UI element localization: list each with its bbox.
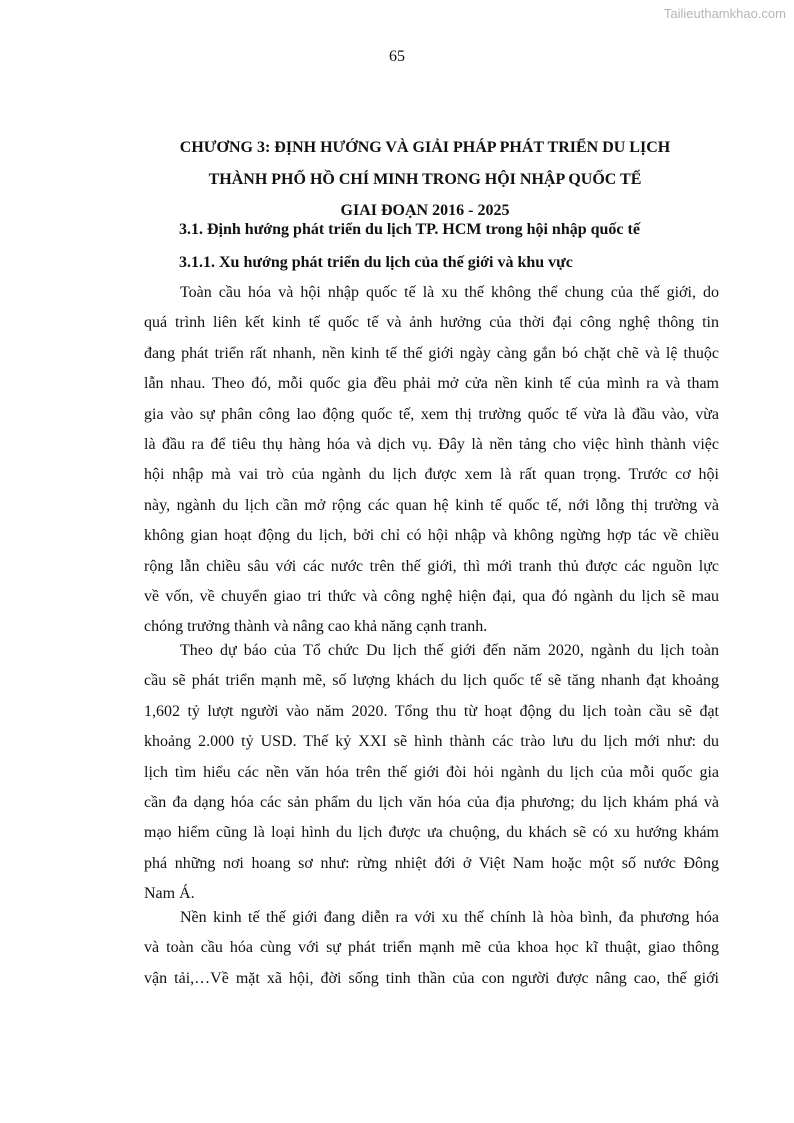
text-line: quá trình liên kết kinh tế quốc tế và ảnh hưởng của thời đại công nghệ thông tin — [144, 314, 719, 332]
text-line: là đầu ra để tiêu thụ hàng hóa và dịch vụ. Đây là nền tảng cho việc hình thành việc — [144, 435, 719, 453]
section-heading: 3.1. Định hướng phát triển du lịch TP. HCM trong hội nhập quốc tế — [179, 221, 640, 238]
text-line: chóng trưởng thành và nâng cao khả năng cạnh tranh. — [144, 618, 488, 636]
paragraph-3 — [144, 903, 719, 994]
watermark: Tailieuthamkhao.com — [663, 6, 786, 21]
page-number: 65 — [389, 48, 405, 65]
text-line: lẫn nhau. Theo đó, mỗi quốc gia đều phải mở cửa nền kinh tế của mình ra và tham — [144, 375, 719, 393]
text-line: không gian hoạt động du lịch, bởi chỉ có hội nhập và không ngừng hợp tác về chiều — [144, 527, 719, 545]
text-line: gia vào sự phân công lao động quốc tế, xem thị trường quốc tế vừa là đầu vào, vừa — [144, 405, 719, 423]
text-line: 1,602 tỷ lượt người vào năm 2020. Tổng thu từ hoạt động du lịch toàn cầu sẽ đạt — [144, 702, 719, 720]
text-line: Theo dự báo của Tổ chức Du lịch thế giới đến năm 2020, ngành du lịch toàn — [180, 642, 719, 659]
text-line: vận tải,…Về mặt xã hội, đời sống tinh thần của con người được nâng cao, thế giới — [144, 969, 719, 987]
text-line: về vốn, về chuyển giao tri thức và công nghệ hiện đại, qua đó ngành du lịch sẽ mau — [144, 587, 719, 605]
text-line: này, ngành du lịch cần mở rộng các quan hệ kinh tế quốc tế, nới lỗng thị trường và — [144, 496, 719, 514]
chapter-title-line: THÀNH PHỐ HỒ CHÍ MINH TRONG HỘI NHẬP QUỐC TẾ — [208, 170, 642, 188]
subsection-heading: 3.1.1. Xu hướng phát triển du lịch của thế giới và khu vực — [179, 254, 573, 271]
text-line: khoảng 2.000 tỷ USD. Thế kỷ XXI sẽ hình thành các trào lưu du lịch mới như: du — [144, 733, 719, 751]
text-line: hội nhập mà vai trò của ngành du lịch được xem là rất quan trọng. Trước cơ hội — [144, 466, 719, 484]
text-line: mạo hiểm cũng là loại hình du lịch được ưa chuộng, du khách sẽ có xu hướng khám — [144, 824, 719, 842]
text-line: đang phát triển rất nhanh, nền kinh tế thế giới ngày càng gắn bó chặt chẽ và lệ thuộc — [144, 344, 719, 362]
text-line: và toàn cầu hóa cùng với sự phát triển mạnh mẽ của khoa học kĩ thuật, giao thông — [144, 939, 719, 957]
text-line: rộng lẫn chiều sâu với các nước trên thế giới, thì mới tranh thủ được các nguồn lực — [144, 557, 719, 575]
text-line: phá những nơi hoang sơ như: rừng nhiệt đới ở Việt Nam hoặc một số nước Đông — [144, 854, 719, 872]
chapter-title — [120, 132, 730, 227]
text-line: cần đa dạng hóa các sản phẩm du lịch văn hóa của địa phương; du lịch khám phá và — [144, 793, 719, 811]
chapter-title-line: GIAI ĐOẠN 2016 - 2025 — [340, 202, 510, 219]
text-line: cầu sẽ phát triển mạnh mẽ, số lượng khách du lịch quốc tế sẽ tăng nhanh đạt khoảng — [144, 672, 719, 690]
chapter-title-line: CHƯƠNG 3: ĐỊNH HƯỚNG VÀ GIẢI PHÁP PHÁT TRIỂN DU LỊCH — [179, 139, 671, 156]
text-line: lịch tìm hiểu các nền văn hóa trên thế giới đòi hỏi ngành du lịch của mỗi quốc gia — [144, 763, 719, 781]
text-line: Nền kinh tế thế giới đang diễn ra với xu thế chính là hòa bình, đa phương hóa — [180, 909, 719, 926]
text-line: Toàn cầu hóa và hội nhập quốc tế là xu thế không thể chung của thế giới, do — [180, 284, 719, 301]
paragraph-1 — [144, 278, 719, 643]
text-line: Nam Á. — [144, 885, 195, 903]
paragraph-2 — [144, 636, 719, 910]
